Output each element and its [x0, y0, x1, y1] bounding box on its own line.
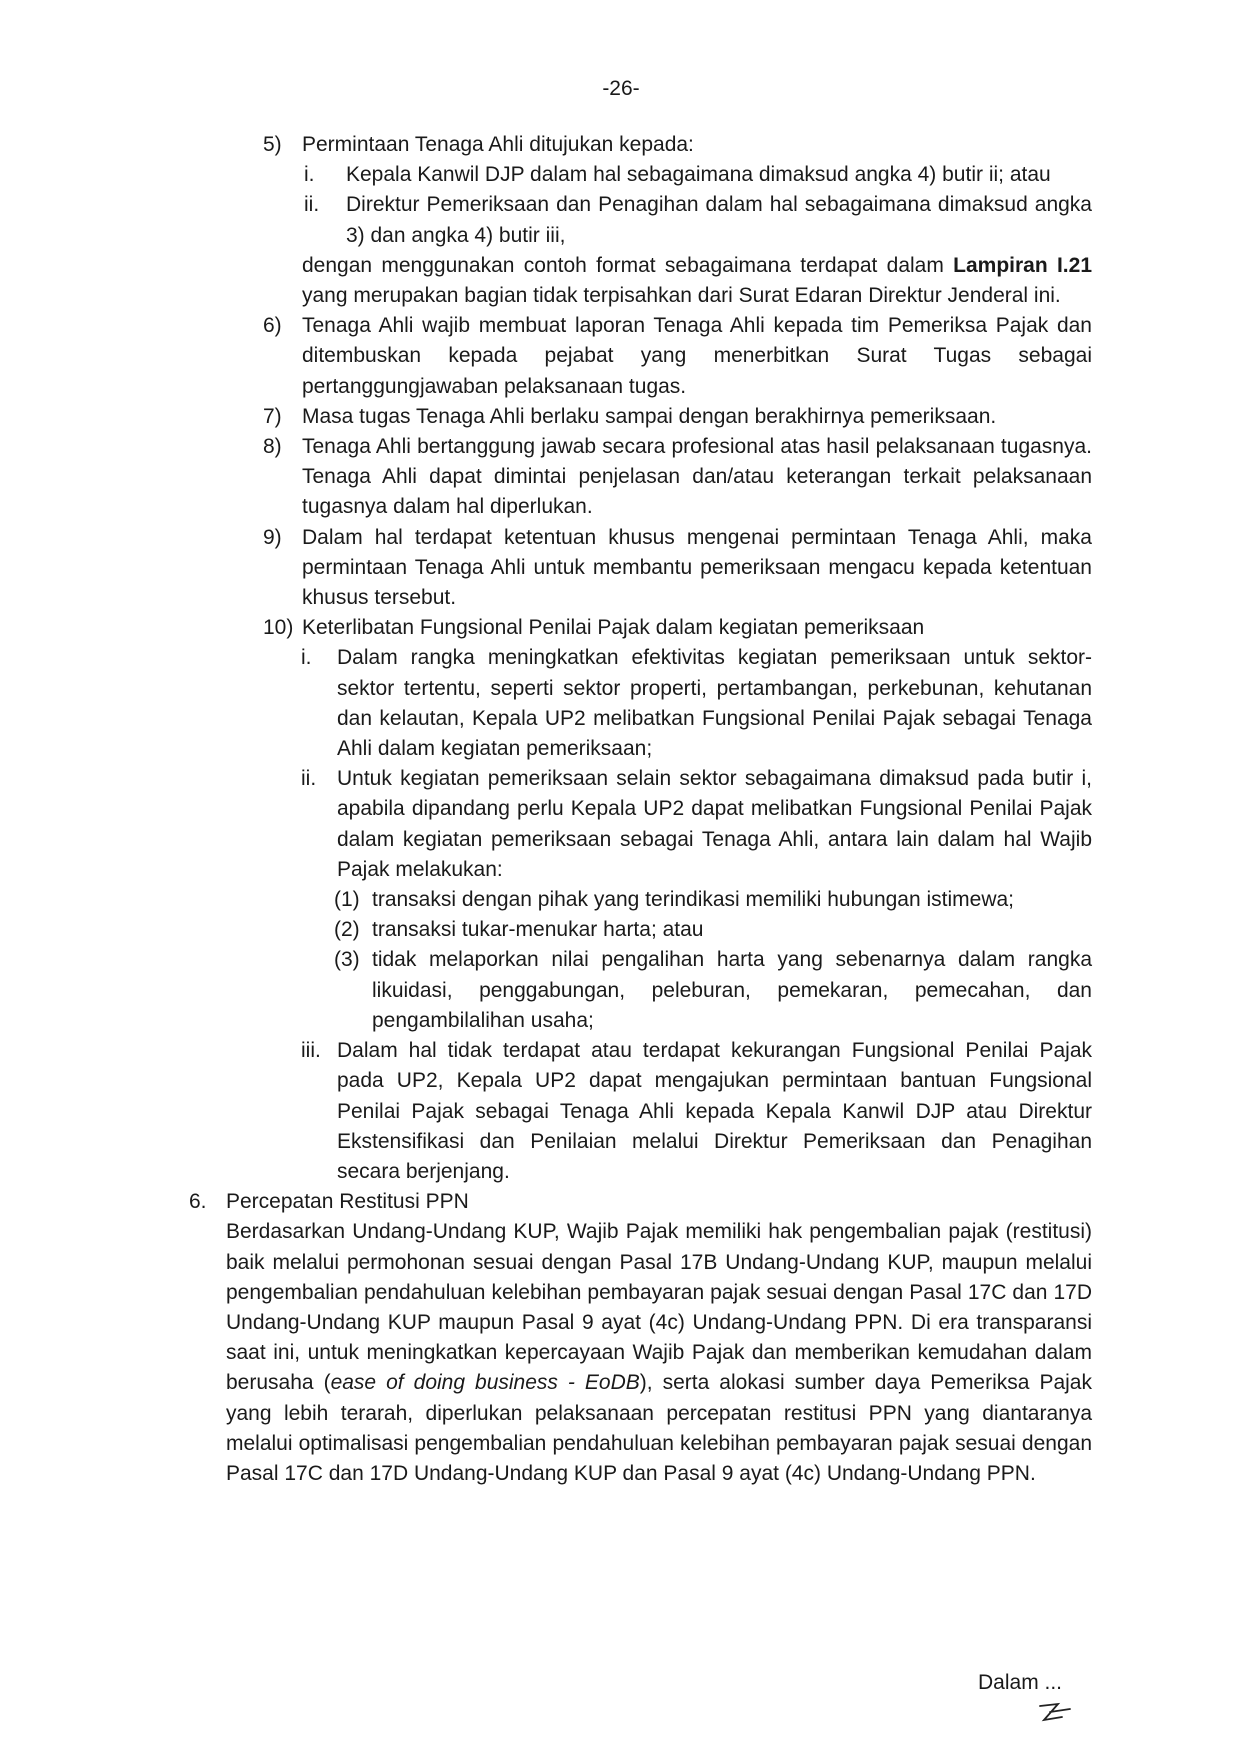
list-text: Tenaga Ahli bertanggung jawab secara profesional atas hasil pelaksanaan tugasnya. Tenaga Ahli dapat dimintai penjelasan dan/atau keterangan terkait pelaksanaan tugasnya dalam hal diperlukan.	[302, 435, 1092, 519]
sub-number: ii.	[301, 767, 317, 791]
paragraph-text: Berdasarkan Undang-Undang KUP, Wajib Pajak memiliki hak pengembalian pajak (restitusi) baik melalui permohonan sesuai dengan Pasal 17B Undang-Undang KUP, maupun melalui pengembalian pendahuluan kelebihan pembayaran pajak sesuai dengan Pasal 17C dan 17D Undang-Undang KUP maupun Pasal 9 ayat (4c) Undang-Undang PPN. Di era transparansi saat ini, untuk meningkatkan kepercayaan Wajib Pajak dan memberikan kemudahan dalam berusaha (	[226, 1220, 1092, 1395]
sub-text: Direktur Pemeriksaan dan Penagihan dalam hal sebagaimana dimaksud angka 3) dan angka 4) butir iii,	[346, 193, 1092, 247]
list-number: 10)	[263, 616, 294, 640]
point-number: (3)	[334, 948, 360, 972]
list-item-7	[0, 402, 1092, 432]
point-text: tidak melaporkan nilai pengalihan harta yang sebenarnya dalam rangka likuidasi, penggabungan, peleburan, pemekaran, pemecahan, dan pengambilalihan usaha;	[372, 948, 1092, 1032]
list-number: 8)	[263, 435, 282, 459]
item-5-continuation	[0, 251, 1092, 311]
sub-item-10-iii	[0, 1036, 1092, 1187]
paragraph-text: ), serta alokasi sumber daya Pemeriksa Pajak yang lebih terarah, diperlukan pelaksanaan percepatan restitusi PPN yang diantaranya melalui optimalisasi pengembalian pendahuluan kelebihan pembayaran pajak sesuai dengan Pasal 17C dan 17D Undang-Undang KUP dan Pasal 9 ayat (4c) Undang-Undang PPN.	[226, 1371, 1092, 1485]
point-1	[0, 885, 1092, 915]
list-text: Keterlibatan Fungsional Penilai Pajak dalam kegiatan pemeriksaan	[302, 616, 925, 640]
page-number: -26-	[602, 77, 640, 100]
sub-number: ii.	[304, 193, 320, 217]
sub-number: i.	[304, 163, 315, 187]
sub-text: Kepala Kanwil DJP dalam hal sebagaimana dimaksud angka 4) butir ii; atau	[346, 163, 1051, 187]
section-title: Percepatan Restitusi PPN	[226, 1190, 469, 1214]
sub-text: Dalam rangka meningkatkan efektivitas kegiatan pemeriksaan untuk sektor-sektor tertentu, seperti sektor properti, pertambangan, perkebunan, kehutanan dan kelautan, Kepala UP2 melibatkan Fungsional Penilai Pajak sebagai Tenaga Ahli dalam kegiatan pemeriksaan;	[337, 646, 1092, 761]
list-text: Masa tugas Tenaga Ahli berlaku sampai dengan berakhirnya pemeriksaan.	[302, 404, 997, 428]
list-item-5	[0, 130, 1092, 160]
sub-item-10-i	[0, 643, 1092, 764]
continuation-text: yang merupakan bagian tidak terpisahkan dari Surat Edaran Direktur Jenderal ini.	[302, 284, 1061, 308]
list-text: Permintaan Tenaga Ahli ditujukan kepada:	[302, 133, 694, 156]
list-text: Tenaga Ahli wajib membuat laporan Tenaga Ahli kepada tim Pemeriksa Pajak dan ditembuskan kepada pejabat yang menerbitkan Surat Tugas sebagai pertanggungjawaban pelaksanaan tugas.	[302, 314, 1092, 398]
sub-number: iii.	[301, 1039, 321, 1063]
list-item-10	[0, 613, 1092, 643]
section-number: 6.	[189, 1190, 207, 1214]
point-text: transaksi dengan pihak yang terindikasi memiliki hubungan istimewa;	[372, 888, 1015, 912]
document-body	[0, 130, 1242, 1489]
list-number: 5)	[263, 133, 282, 156]
point-3	[0, 945, 1092, 1036]
point-text: transaksi tukar-menukar harta; atau	[372, 918, 704, 942]
list-item-9	[0, 523, 1092, 614]
list-number: 7)	[263, 404, 282, 428]
initial-mark	[1036, 1700, 1076, 1737]
point-number: (1)	[334, 888, 360, 912]
sub-item-5-ii	[0, 190, 1092, 250]
continuation-catchword: Dalam ...	[978, 1671, 1063, 1694]
section-6-heading	[0, 1187, 1092, 1217]
continuation-text: dengan menggunakan contoh format sebagaimana terdapat dalam	[302, 253, 954, 277]
sub-item-5-i	[0, 160, 1092, 190]
attachment-reference: Lampiran I.21	[953, 253, 1092, 277]
initial-signature-icon	[1036, 1700, 1076, 1728]
sub-text: Untuk kegiatan pemeriksaan selain sektor sebagaimana dimaksud pada butir i, apabila dipandang perlu Kepala UP2 dapat melibatkan Fungsional Penilai Pajak dalam kegiatan pemeriksaan sebagai Tenaga Ahli, antara lain dalam hal Wajib Pajak melakukan:	[337, 767, 1092, 881]
list-number: 9)	[263, 525, 282, 549]
italic-term: ease of doing business - EoDB	[330, 1371, 640, 1395]
list-item-6	[0, 311, 1092, 402]
list-item-8	[0, 432, 1092, 523]
list-number: 6)	[263, 314, 282, 338]
point-number: (2)	[334, 918, 360, 942]
sub-item-10-ii	[0, 764, 1092, 885]
section-6-paragraph	[0, 1217, 1092, 1489]
sub-number: i.	[301, 646, 312, 670]
point-2	[0, 915, 1092, 945]
sub-text: Dalam hal tidak terdapat atau terdapat kekurangan Fungsional Penilai Pajak pada UP2, Kepala UP2 dapat mengajukan permintaan bantuan Fungsional Penilai Pajak sebagai Tenaga Ahli kepada Kepala Kanwil DJP atau Direktur Ekstensifikasi dan Penilaian melalui Direktur Pemeriksaan dan Penagihan secara berjenjang.	[337, 1039, 1092, 1183]
list-text: Dalam hal terdapat ketentuan khusus mengenai permintaan Tenaga Ahli, maka permintaan Tenaga Ahli untuk membantu pemeriksaan mengacu kepada ketentuan khusus tersebut.	[302, 525, 1092, 610]
